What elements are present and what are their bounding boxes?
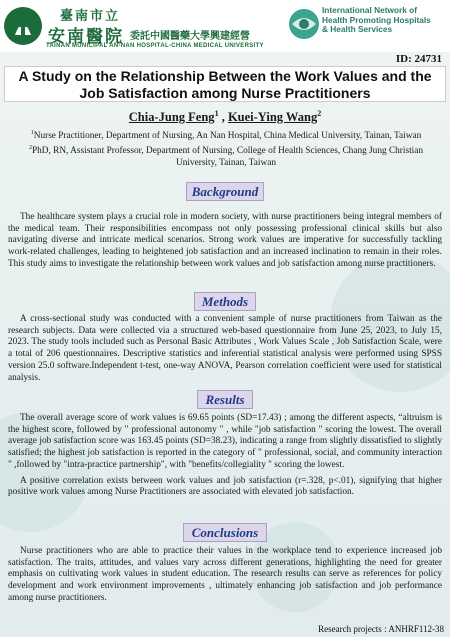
background-heading: Background — [186, 182, 264, 201]
results-paragraph-1: The overall average score of work values is 69.65 points (SD=17.43) ; among the different aspects, “altruism is the highest score, followed by " professional autonomy " , while "job satisfaction " scoring the lowest. The overall average job satisfaction score was 163.45 points (SD=38.23), indicating a range from slightly dissatisfied to slightly satisfied; the highest job satisfaction is reported in the category of " professional, social, and community interaction " ,followed by "intra-practice partnership", with "benefits/collegiality " scoring the lowest. — [8, 413, 442, 470]
conclusions-paragraph: Nurse practitioners who are able to practice their values in the workplace tend to experience increased job satisfaction. The traits, attitudes, and values vary across different generations, highlighting the need for greater emphasis on cultivating work values in student education. The research results can serve as references for policy development and work environment improvements , ultimately enhancing job satisfaction and job performance among nurse practitioners. — [8, 546, 442, 603]
hospital-logo-icon — [3, 5, 43, 47]
title-line-1: A Study on the Relationship Between the Work Values and the — [18, 68, 432, 84]
author-separator: , — [218, 110, 228, 125]
author-2: Kuei-Ying Wang — [227, 110, 318, 125]
research-project-footer: Research projects : ANHRF112-38 — [318, 624, 444, 634]
methods-text — [8, 314, 442, 384]
conclusions-text — [8, 546, 442, 605]
title-line-2: Job Satisfaction among Nurse Practitioners — [79, 85, 371, 101]
results-text — [8, 413, 442, 499]
poster-title — [4, 66, 446, 102]
author-1-sup: 1 — [214, 109, 219, 118]
methods-paragraph: A cross-sectional study was conducted with a convenient sample of nurse practitioners from Taiwan as the research subjects. Data were collected via a structured web-based questionnaire from June 25, 2023, to July 15, 2023. The study tools included such as Personal Basic Attributes , Work Values Scale , Job Satisfaction Scale, were a total of 206 questionnaires. Descriptive statistics and inferential statistical analysis were performed using SPSS version 25.0 software.Independent t-test, one-way ANOVA, Pearson correlation coefficient were used for statistical analysis. — [8, 314, 442, 383]
affiliation-2-text: PhD, RN, Assistant Professor, Department of Nursing, College of Health Sciences, Chang Jung Christian University, Tainan, Taiwan — [31, 146, 424, 169]
poster-id: ID: 24731 — [395, 53, 442, 65]
network-line-2: Health Promoting Hospitals — [322, 14, 431, 25]
hospital-cn-top: 臺南市立 — [60, 8, 121, 23]
methods-heading: Methods — [194, 292, 256, 311]
affiliation-1-text: Nurse Practitioner, Department of Nursing, An Nan Hospital, China Medical University, Tainan, Taiwan — [33, 131, 422, 142]
header — [0, 0, 450, 52]
affiliation-2-sup: 2 — [28, 145, 32, 152]
hospital-cn-subtitle: 委託中國醫藥大學興建經營 — [130, 31, 250, 42]
affiliation-2 — [8, 142, 444, 169]
author-2-sup: 2 — [317, 109, 322, 118]
background-paragraph: The healthcare system plays a crucial role in modern society, with nurse practitioners being integral members of the medical team. Their responsibilities encompass not only possessing professional clinical skills but also navigating diverse and intricate medical scenarios. Strong work values are imperative for successfully tackling work-related challenges, leading to heightened job satisfaction and an increased inclination to remain in their roles. This study aims to investigate the relationship between work values and job satisfaction among nurse practitioners. — [8, 212, 442, 269]
author-1: Chia-Jung Feng — [128, 110, 215, 125]
network-line-1: International Network of — [322, 5, 417, 15]
hph-network-logo-icon — [288, 8, 320, 40]
hph-network-name — [322, 6, 448, 35]
affiliation-1-sup: 1 — [30, 130, 34, 136]
affiliation-1 — [8, 127, 444, 142]
hospital-cn-name: 安南醫院 — [48, 27, 124, 46]
hospital-en-name: TAINAN MUNICIPAL AN-NAN HOSPITAL-CHINA MEDICAL UNIVERSITY — [46, 43, 264, 49]
affiliations — [8, 127, 444, 169]
results-heading: Results — [197, 390, 253, 409]
background-text — [8, 212, 442, 271]
conclusions-heading: Conclusions — [183, 523, 267, 542]
results-paragraph-2: A positive correlation exists between work values and job satisfaction (r=.328, p<.01), signifying that higher positive work values among Nurse Practitioners are associated with elevated job satisfaction. — [8, 475, 442, 498]
network-line-3: & Health Services — [322, 24, 393, 34]
authors — [0, 109, 450, 125]
